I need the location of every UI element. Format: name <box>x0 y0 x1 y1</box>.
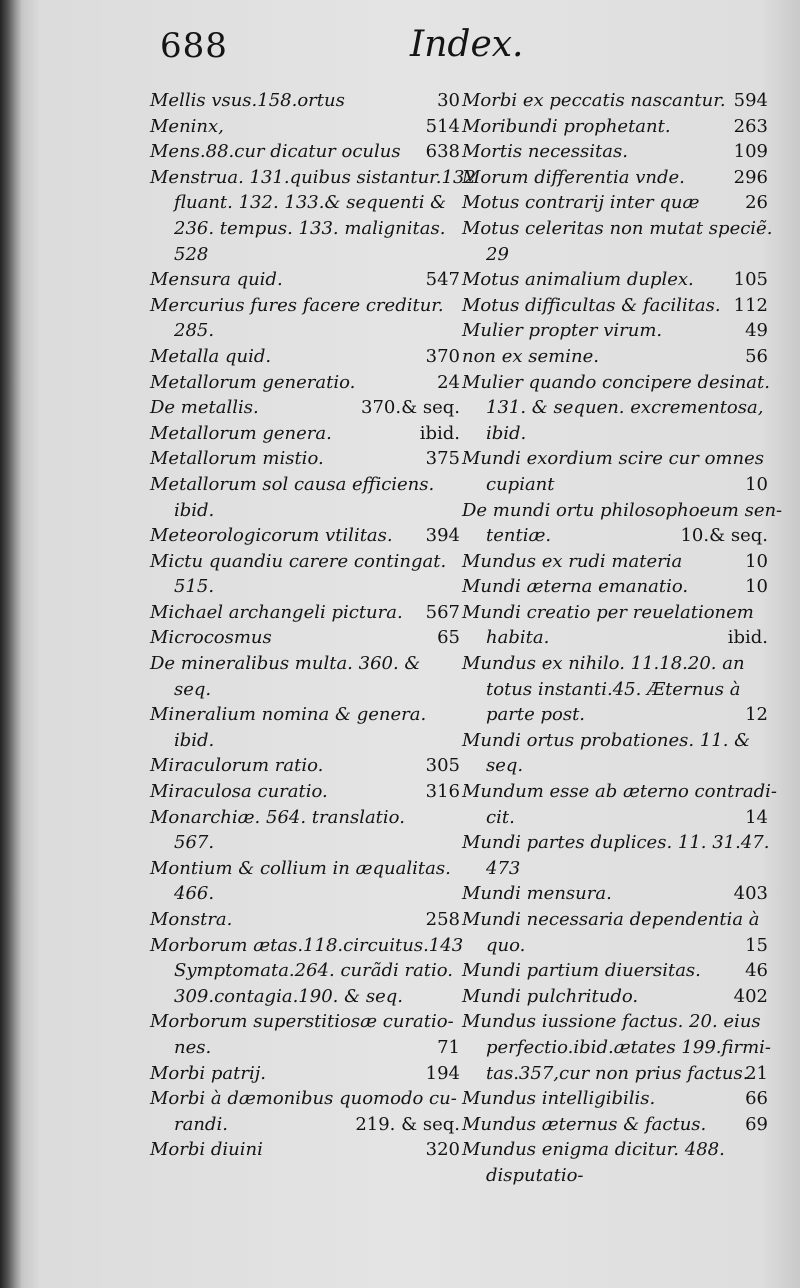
entry-continuation: cupiant <box>486 473 555 495</box>
index-entry <box>462 344 768 370</box>
entry-page-ref: 105 <box>733 269 768 291</box>
entry-page-ref: 375 <box>425 448 460 470</box>
entry-text: Mulier propter virum. <box>462 320 663 342</box>
entry-page-ref: 370 <box>425 345 460 367</box>
entry-page-ref: 65 <box>437 627 460 649</box>
index-entry <box>462 370 768 447</box>
index-entry <box>150 523 460 549</box>
entry-page-ref: ibid. <box>727 627 768 649</box>
entry-text: Motus contrarij inter quæ <box>462 192 700 214</box>
entry-page-ref: 12 <box>745 704 768 726</box>
entry-page-ref: 112 <box>733 294 768 316</box>
index-entry <box>150 446 460 472</box>
index-entry <box>462 318 768 344</box>
entry-text: Moribundi prophetant. <box>462 115 671 137</box>
entry-page-ref: 258 <box>425 909 460 930</box>
entry-text: Meninx, <box>150 115 224 137</box>
entry-text: De metallis. <box>150 397 259 419</box>
index-entry <box>150 472 460 523</box>
index-entry <box>462 165 768 191</box>
index-entry <box>150 165 476 267</box>
entry-text: Morum differentia vnde. <box>462 166 685 188</box>
index-entry <box>150 549 460 600</box>
entry-text: Mellis vsus.158.ortus <box>150 90 345 111</box>
entry-page-ref: 109 <box>733 141 768 163</box>
entry-continuation: 29 <box>486 243 509 265</box>
entry-continuation: 528 <box>174 243 209 265</box>
entry-text: Mundi partium diuersitas. <box>462 960 701 982</box>
entry-text: Mensura quid. <box>150 269 283 291</box>
index-entry <box>462 574 768 600</box>
index-entry <box>150 805 460 856</box>
entry-page-ref: 15 <box>745 934 768 956</box>
entry-page-ref: 370.& seq. <box>361 397 460 419</box>
index-entry <box>150 344 460 370</box>
entry-text: Morborum ætas.118.circuitus.143 <box>150 934 464 956</box>
entry-text: De mineralibus multa. 360. & <box>150 653 421 675</box>
entry-continuation: 309.contagia.190. & seq. <box>174 985 403 1007</box>
entry-continuation: 285. <box>174 320 215 342</box>
entry-text: Mundi ortus probationes. 11. & <box>462 729 751 751</box>
entry-text: Mundus ex rudi materia <box>462 550 683 572</box>
entry-page-ref: 10.& seq. <box>680 525 768 547</box>
entry-page-ref: 594 <box>733 90 768 111</box>
entry-page-ref: 30 <box>437 90 460 111</box>
index-entry <box>462 114 768 140</box>
entry-text: Miraculorum ratio. <box>150 755 324 777</box>
entry-page-ref: 305 <box>425 755 460 777</box>
index-entry <box>462 88 768 114</box>
index-entry <box>462 293 768 319</box>
entry-continuation: 473 <box>486 857 521 879</box>
entry-continuation: quo. <box>486 934 526 956</box>
entry-text: Morborum superstitiosæ curatio- <box>150 1011 454 1033</box>
entry-text: Mundi exordium scire cur omnes <box>462 448 764 470</box>
index-entry <box>150 600 460 626</box>
index-entry <box>462 881 768 907</box>
entry-continuation: ibid. <box>174 499 215 521</box>
entry-continuation: randi. <box>174 1113 228 1135</box>
entry-text: Mundi partes duplices. 11. 31.47. <box>462 832 770 854</box>
entry-text: Mundi æterna emanatio. <box>462 576 689 598</box>
entry-continuation: 515. <box>174 576 215 598</box>
entry-continuation: cit. <box>486 806 515 828</box>
page-number: 688 <box>160 26 228 66</box>
entry-page-ref: 296 <box>733 166 768 188</box>
index-entry <box>150 1137 460 1163</box>
index-entry <box>150 625 460 651</box>
entry-text: Monarchiæ. 564. translatio. <box>150 806 405 828</box>
index-entry <box>150 1009 460 1060</box>
entry-page-ref: 194 <box>425 1062 460 1084</box>
entry-text: Mundum esse ab æterno contradi- <box>462 781 777 803</box>
entry-text: Mundus iussione factus. 20. eius <box>462 1011 761 1033</box>
index-entry <box>150 779 460 805</box>
entry-page-ref: 71 <box>437 1036 460 1058</box>
entry-continuation: perfectio.ibid.ætates 199.firmi- <box>486 1036 772 1058</box>
entry-text: Mercurius fures facere creditur. <box>150 294 444 316</box>
index-entry <box>462 1137 768 1188</box>
entry-continuation: parte post. <box>486 704 586 726</box>
entry-page-ref: 21 <box>745 1062 768 1084</box>
entry-page-ref: 69 <box>745 1113 768 1135</box>
index-entry <box>150 702 460 753</box>
index-entry <box>462 267 768 293</box>
entry-text: Mundi mensura. <box>462 883 612 905</box>
entry-page-ref: 316 <box>425 781 460 803</box>
entry-text: Menstrua. 131.quibus sistantur.132 <box>150 166 476 188</box>
entry-text: Motus animalium duplex. <box>462 269 694 291</box>
entry-text: non ex semine. <box>462 345 599 367</box>
entry-text: Monstra. <box>150 909 233 930</box>
index-entry <box>150 856 460 907</box>
entry-continuation: totus instanti.45. Æternus à <box>486 678 741 700</box>
entry-continuation: ibid. <box>486 422 527 444</box>
entry-text: Mortis necessitas. <box>462 141 628 163</box>
entry-text: Morbi diuini <box>150 1139 263 1161</box>
index-entry <box>462 549 768 575</box>
index-entry <box>150 1061 460 1087</box>
entry-text: Miraculosa curatio. <box>150 781 328 803</box>
entry-page-ref: 514 <box>425 115 460 137</box>
entry-text: Mens.88.cur dicatur oculus <box>150 141 401 163</box>
entry-continuation: 131. & sequen. excrementosa, <box>486 397 764 419</box>
entry-continuation: 567. <box>174 832 215 854</box>
entry-page-ref: 46 <box>745 960 768 982</box>
entry-continuation: 466. <box>174 883 215 905</box>
entry-page-ref: 394 <box>425 525 460 547</box>
index-entry <box>462 958 768 984</box>
entry-text: Microcosmus <box>150 627 272 649</box>
entry-page-ref: 320 <box>425 1139 460 1161</box>
entry-page-ref: 10 <box>745 576 768 598</box>
index-entry <box>462 446 768 497</box>
index-entry <box>150 88 460 114</box>
entry-text: Mineralium nomina & genera. <box>150 704 427 726</box>
entry-text: Mundi necessaria dependentia à <box>462 909 760 930</box>
entry-page-ref: 24 <box>437 371 460 393</box>
entry-page-ref: 402 <box>733 985 768 1007</box>
index-entry <box>150 753 460 779</box>
entry-page-ref: 10 <box>745 473 768 495</box>
entry-text: Mictu quandiu carere contingat. <box>150 550 447 572</box>
entry-text: Michael archangeli pictura. <box>150 601 403 623</box>
entry-continuation: tas.357,cur non prius factus. <box>486 1062 749 1084</box>
entry-text: Morbi à dæmonibus quomodo cu- <box>150 1088 457 1110</box>
index-entry <box>462 728 768 779</box>
index-entry <box>462 830 768 881</box>
entry-text: Meteorologicorum vtilitas. <box>150 525 393 547</box>
entry-continuation: Symptomata.264. curãdi ratio. <box>174 960 454 982</box>
entry-page-ref: 263 <box>733 115 768 137</box>
entry-text: Morbi ex peccatis nascantur. <box>462 90 726 111</box>
index-entry <box>150 933 464 1010</box>
index-entry <box>462 651 768 728</box>
index-entry <box>150 114 460 140</box>
entry-continuation: habita. <box>486 627 550 649</box>
entry-page-ref: 49 <box>745 320 768 342</box>
entry-text: Metallorum generatio. <box>150 371 356 393</box>
index-entry <box>150 1086 460 1137</box>
index-column-left <box>150 88 476 1163</box>
entry-page-ref: 638 <box>425 141 460 163</box>
entry-page-ref: 547 <box>425 269 460 291</box>
index-entry <box>462 498 783 549</box>
index-entry <box>150 907 460 933</box>
entry-text: Motus celeritas non mutat speciẽ. <box>462 217 773 239</box>
index-entry <box>462 779 777 830</box>
index-entry <box>462 1112 768 1138</box>
entry-continuation: seq. <box>486 755 524 777</box>
index-entry <box>150 293 460 344</box>
entry-page-ref: ibid. <box>419 422 460 444</box>
entry-text: Mundus enigma dicitur. 488. <box>462 1139 725 1161</box>
entry-text: Morbi patrij. <box>150 1062 267 1084</box>
entry-text: Metallorum genera. <box>150 422 332 444</box>
entry-text: Metalla quid. <box>150 345 272 367</box>
index-entry <box>462 1009 772 1086</box>
entry-continuation: ibid. <box>174 729 215 751</box>
entry-text: De mundi ortu philosophoeum sen- <box>462 499 783 521</box>
entry-page-ref: 56 <box>745 345 768 367</box>
index-entry <box>462 1086 768 1112</box>
index-entry <box>150 267 460 293</box>
entry-text: Mundus æternus & factus. <box>462 1113 707 1135</box>
entry-page-ref: 66 <box>745 1088 768 1110</box>
page-title: Index. <box>410 24 524 65</box>
entry-continuation: seq. <box>174 678 212 700</box>
index-entry <box>150 395 460 421</box>
entry-continuation: fluant. 132. 133.& sequenti & <box>174 192 447 214</box>
entry-text: Metallorum sol causa efficiens. <box>150 473 435 495</box>
index-entry <box>462 600 768 651</box>
entry-page-ref: 14 <box>745 806 768 828</box>
entry-text: Mundus intelligibilis. <box>462 1088 656 1110</box>
index-entry <box>462 907 768 958</box>
entry-text: Montium & collium in æqualitas. <box>150 857 451 879</box>
binding-gutter <box>0 0 22 1288</box>
index-entry <box>150 139 460 165</box>
index-entry <box>462 190 768 216</box>
entry-page-ref: 403 <box>733 883 768 905</box>
entry-page-ref: 219. & seq. <box>355 1113 460 1135</box>
index-entry <box>150 651 460 702</box>
entry-text: Mundi creatio per reuelationem <box>462 601 754 623</box>
entry-continuation: disputatio- <box>486 1164 584 1186</box>
entry-page-ref: 10 <box>745 550 768 572</box>
entry-page-ref: 567 <box>425 601 460 623</box>
index-entry <box>462 139 768 165</box>
entry-text: Mundus ex nihilo. 11.18.20. an <box>462 653 745 675</box>
entry-continuation: 236. tempus. 133. malignitas. <box>174 217 446 239</box>
index-entry <box>150 421 460 447</box>
entry-text: Mundi pulchritudo. <box>462 985 639 1007</box>
index-entry <box>150 370 460 396</box>
entry-text: Metallorum mistio. <box>150 448 324 470</box>
index-entry <box>462 984 768 1010</box>
entry-text: Mulier quando concipere desinat. <box>462 371 770 393</box>
entry-text: Motus difficultas & facilitas. <box>462 294 721 316</box>
entry-page-ref: 26 <box>745 192 768 214</box>
index-column-right <box>462 88 783 1189</box>
entry-continuation: nes. <box>174 1036 212 1058</box>
index-entry <box>462 216 773 267</box>
entry-continuation: tentiæ. <box>486 525 552 547</box>
